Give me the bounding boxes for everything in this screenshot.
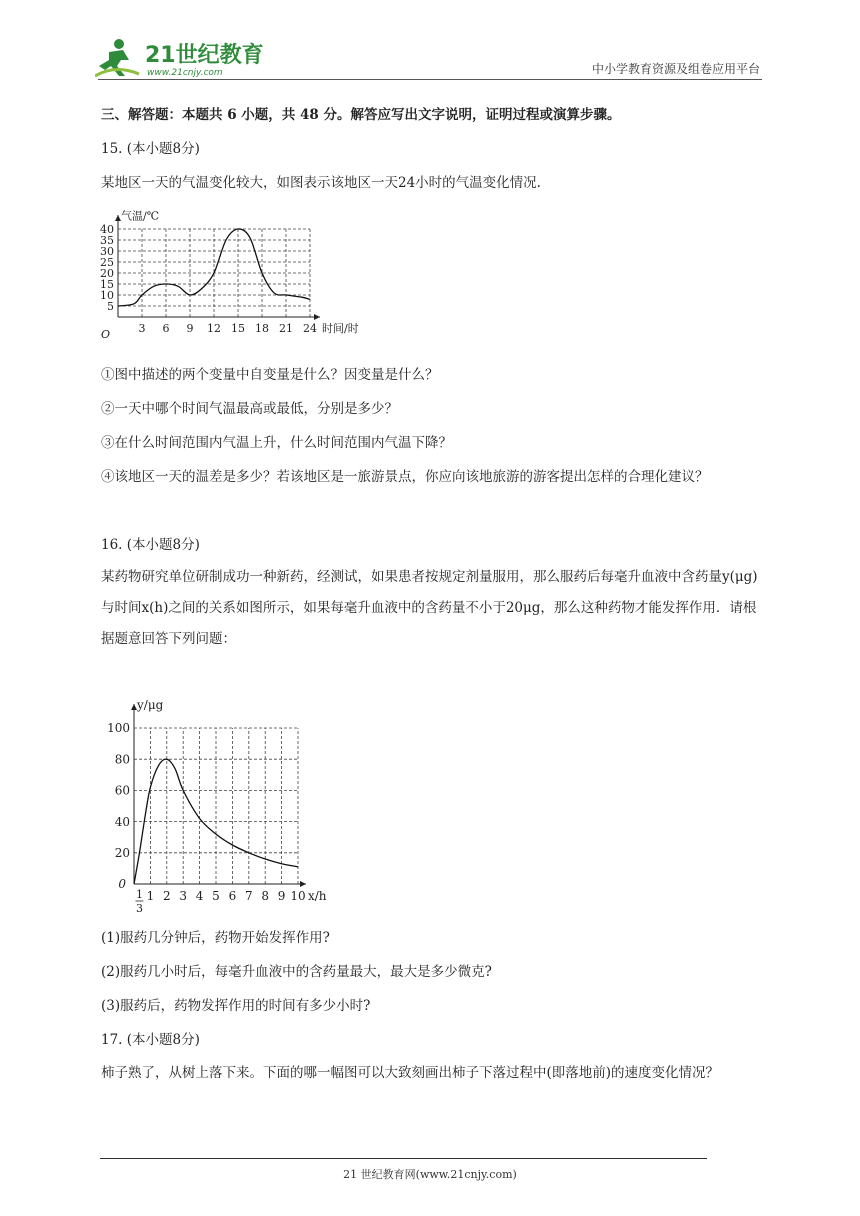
q16-stem: 某药物研究单位研制成功一种新药，经测试，如果患者按规定剂量服用，那么服药后每毫升血液中含药量y(μg)与时间x(h)之间的关系如图所示，如果每毫升血液中的含药量不小于20μg，那么这种药物才能发挥作用．请根据题意回答下列问题：: [101, 569, 758, 647]
runner-icon: [95, 39, 139, 76]
x-axis-arrow: [300, 881, 306, 887]
q15-number: 15. (本小题8分): [101, 141, 200, 157]
y-tick-label: 60: [114, 783, 130, 798]
x-tick-label: 21: [279, 322, 293, 335]
x-tick-label: 15: [231, 322, 245, 335]
footer-text: 21 世纪教育网(www.21cnjy.com): [343, 1168, 517, 1181]
header-divider: [98, 79, 762, 80]
fraction-denominator: 3: [135, 902, 143, 915]
y-tick-label: 40: [114, 814, 130, 829]
y-tick-label: 25: [100, 255, 114, 269]
y-tick-label: 20: [114, 846, 130, 860]
q15-sub-1: ①图中描述的两个变量中自变量是什么？因变量是什么？: [101, 367, 439, 383]
y-tick-label: 80: [114, 752, 130, 767]
x-axis-label: 时间/时: [322, 322, 359, 335]
x-tick-label: 6: [228, 889, 237, 903]
q15-sub-4: ④该地区一天的温差是多少？若该地区是一旅游景点，你应向该地旅游的游客提出怎样的合理化建议？: [101, 469, 709, 485]
x-tick-label: 12: [207, 322, 221, 335]
y-tick-label: 40: [100, 222, 114, 236]
q17-number: 17. (本小题8分): [101, 1032, 200, 1048]
y-axis-label: 气温/℃: [121, 209, 160, 223]
x-tick-label: 24: [303, 322, 317, 335]
site-logo: [95, 36, 265, 80]
drug-concentration-chart: [98, 698, 338, 918]
q15-sub-2: ②一天中哪个时间气温最高或最低，分别是多少？: [101, 401, 398, 417]
x-tick-label: 7: [244, 889, 253, 903]
y-tick-label: 30: [100, 244, 114, 258]
y-tick-label: 20: [100, 266, 114, 280]
q15-sub-3: ③在什么时间范围内气温上升，什么时间范围内气温下降？: [101, 435, 452, 451]
logo-url: www.21cnjy.com: [147, 68, 223, 78]
x-tick-label: 9: [186, 322, 194, 335]
x-tick-label: 18: [255, 322, 269, 335]
q16-sub-1: (1)服药几分钟后，药物开始发挥作用?: [101, 930, 330, 946]
y-tick-label: 5: [107, 299, 114, 313]
q16-sub-2: (2)服药几小时后，每毫升血液中的含药量最大，最大是多少微克?: [101, 964, 492, 980]
x-tick-label: 10: [290, 889, 306, 903]
footer-divider: [100, 1158, 707, 1159]
x-tick-label: 4: [195, 889, 204, 903]
origin-label: 0: [118, 877, 126, 891]
x-tick-label: 1: [146, 889, 155, 903]
origin-label: O: [100, 328, 110, 341]
temperature-chart: [98, 205, 378, 353]
x-tick-label: 5: [212, 889, 220, 903]
q16-number: 16. (本小题8分): [101, 537, 200, 553]
y-tick-label: 15: [100, 277, 114, 291]
x-tick-label: 3: [179, 889, 188, 903]
x-tick-label: 9: [277, 889, 286, 903]
y-axis-label: y/μg: [137, 698, 164, 712]
section-title: 三、解答题：本题共 6 小题，共 48 分。解答应写出文字说明，证明过程或演算步骤。: [101, 107, 621, 123]
q17-stem: 柿子熟了，从树上落下来。下面的哪一幅图可以大致刻画出柿子下落过程中(即落地前)的速度变化情况？: [101, 1065, 720, 1081]
logo-text: 21世纪教育: [145, 43, 264, 68]
x-tick-label: 6: [162, 322, 170, 335]
x-axis-label: x/h: [308, 889, 327, 903]
x-tick-label: 8: [261, 889, 270, 903]
x-tick-label: 3: [138, 322, 146, 335]
x-axis-arrow: [314, 314, 320, 320]
y-tick-label: 10: [100, 288, 114, 302]
fraction-numerator: 1: [135, 888, 143, 901]
q16-sub-3: (3)服药后，药物发挥作用的时间有多少小时?: [101, 998, 371, 1014]
platform-name: 中小学教育资源及组卷应用平台: [591, 62, 760, 76]
x-tick-label: 2: [162, 889, 171, 903]
q15-stem: 某地区一天的气温变化较大，如图表示该地区一天24小时的气温变化情况.: [101, 175, 541, 191]
y-tick-label: 100: [107, 721, 130, 736]
y-tick-label: 35: [100, 233, 114, 247]
